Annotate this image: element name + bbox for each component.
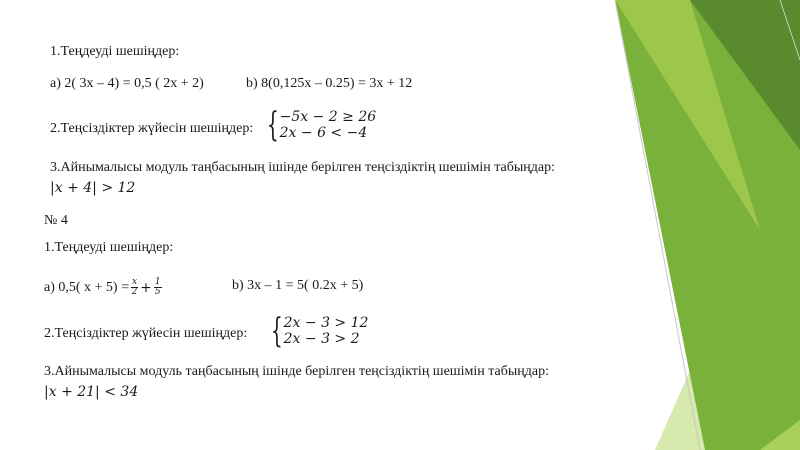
block1-task1-heading: 1.Теңдеуді шешіңдер: bbox=[50, 44, 180, 59]
block2-number-label: № 4 bbox=[44, 213, 68, 228]
plus-sign: + bbox=[140, 279, 152, 296]
block2-task1-b: b) 3х – 1 = 5( 0.2х + 5) bbox=[232, 278, 364, 293]
block2-task1-a-prefix: а) 0,5( х + 5) = bbox=[44, 279, 129, 295]
block2-task3-heading: 3.Айнымалысы модуль таңбасының ішінде берілген теңсіздіктің шешімін табыңдар: bbox=[44, 364, 549, 379]
fraction2-denominator: 5 bbox=[154, 287, 161, 297]
block1-task3-expression: |x + 4| > 12 bbox=[50, 180, 136, 196]
block2-inequality-system bbox=[266, 311, 369, 351]
block2-system-row2: 2x − 3 > 2 bbox=[283, 331, 360, 347]
fraction1-denominator: 2 bbox=[131, 287, 138, 297]
block1-system-row2: 2x − 6 < −4 bbox=[279, 125, 368, 141]
brace-icon: { bbox=[266, 105, 279, 145]
block1-inequality-system bbox=[262, 105, 377, 145]
block1-system-row1: −5x − 2 ≥ 26 bbox=[279, 109, 377, 125]
block2-task2-heading: 2.Теңсіздіктер жүйесін шешіңдер: bbox=[44, 326, 248, 341]
block1-task2-heading: 2.Теңсіздіктер жүйесін шешіңдер: bbox=[50, 121, 254, 136]
block1-task3-heading: 3.Айнымалысы модуль таңбасының ішінде берілген теңсіздіктің шешімін табыңдар: bbox=[50, 160, 555, 175]
block2-task1-heading: 1.Теңдеуді шешіңдер: bbox=[44, 240, 174, 255]
fraction-x-over-2 bbox=[131, 278, 138, 297]
brace-icon: { bbox=[270, 311, 283, 351]
fraction-1-over-5 bbox=[154, 278, 162, 297]
fraction1-numerator: x bbox=[132, 277, 138, 287]
block2-task1-a bbox=[44, 278, 164, 297]
block2-task3-expression: |x + 21| < 34 bbox=[44, 384, 139, 400]
block1-task1-a: а) 2( 3х – 4) = 0,5 ( 2х + 2) bbox=[50, 76, 204, 91]
block1-task1-b: b) 8(0,125х – 0.25) = 3х + 12 bbox=[246, 76, 413, 91]
fraction2-numerator: 1 bbox=[154, 277, 161, 287]
block2-system-row1: 2x − 3 > 12 bbox=[283, 315, 369, 331]
